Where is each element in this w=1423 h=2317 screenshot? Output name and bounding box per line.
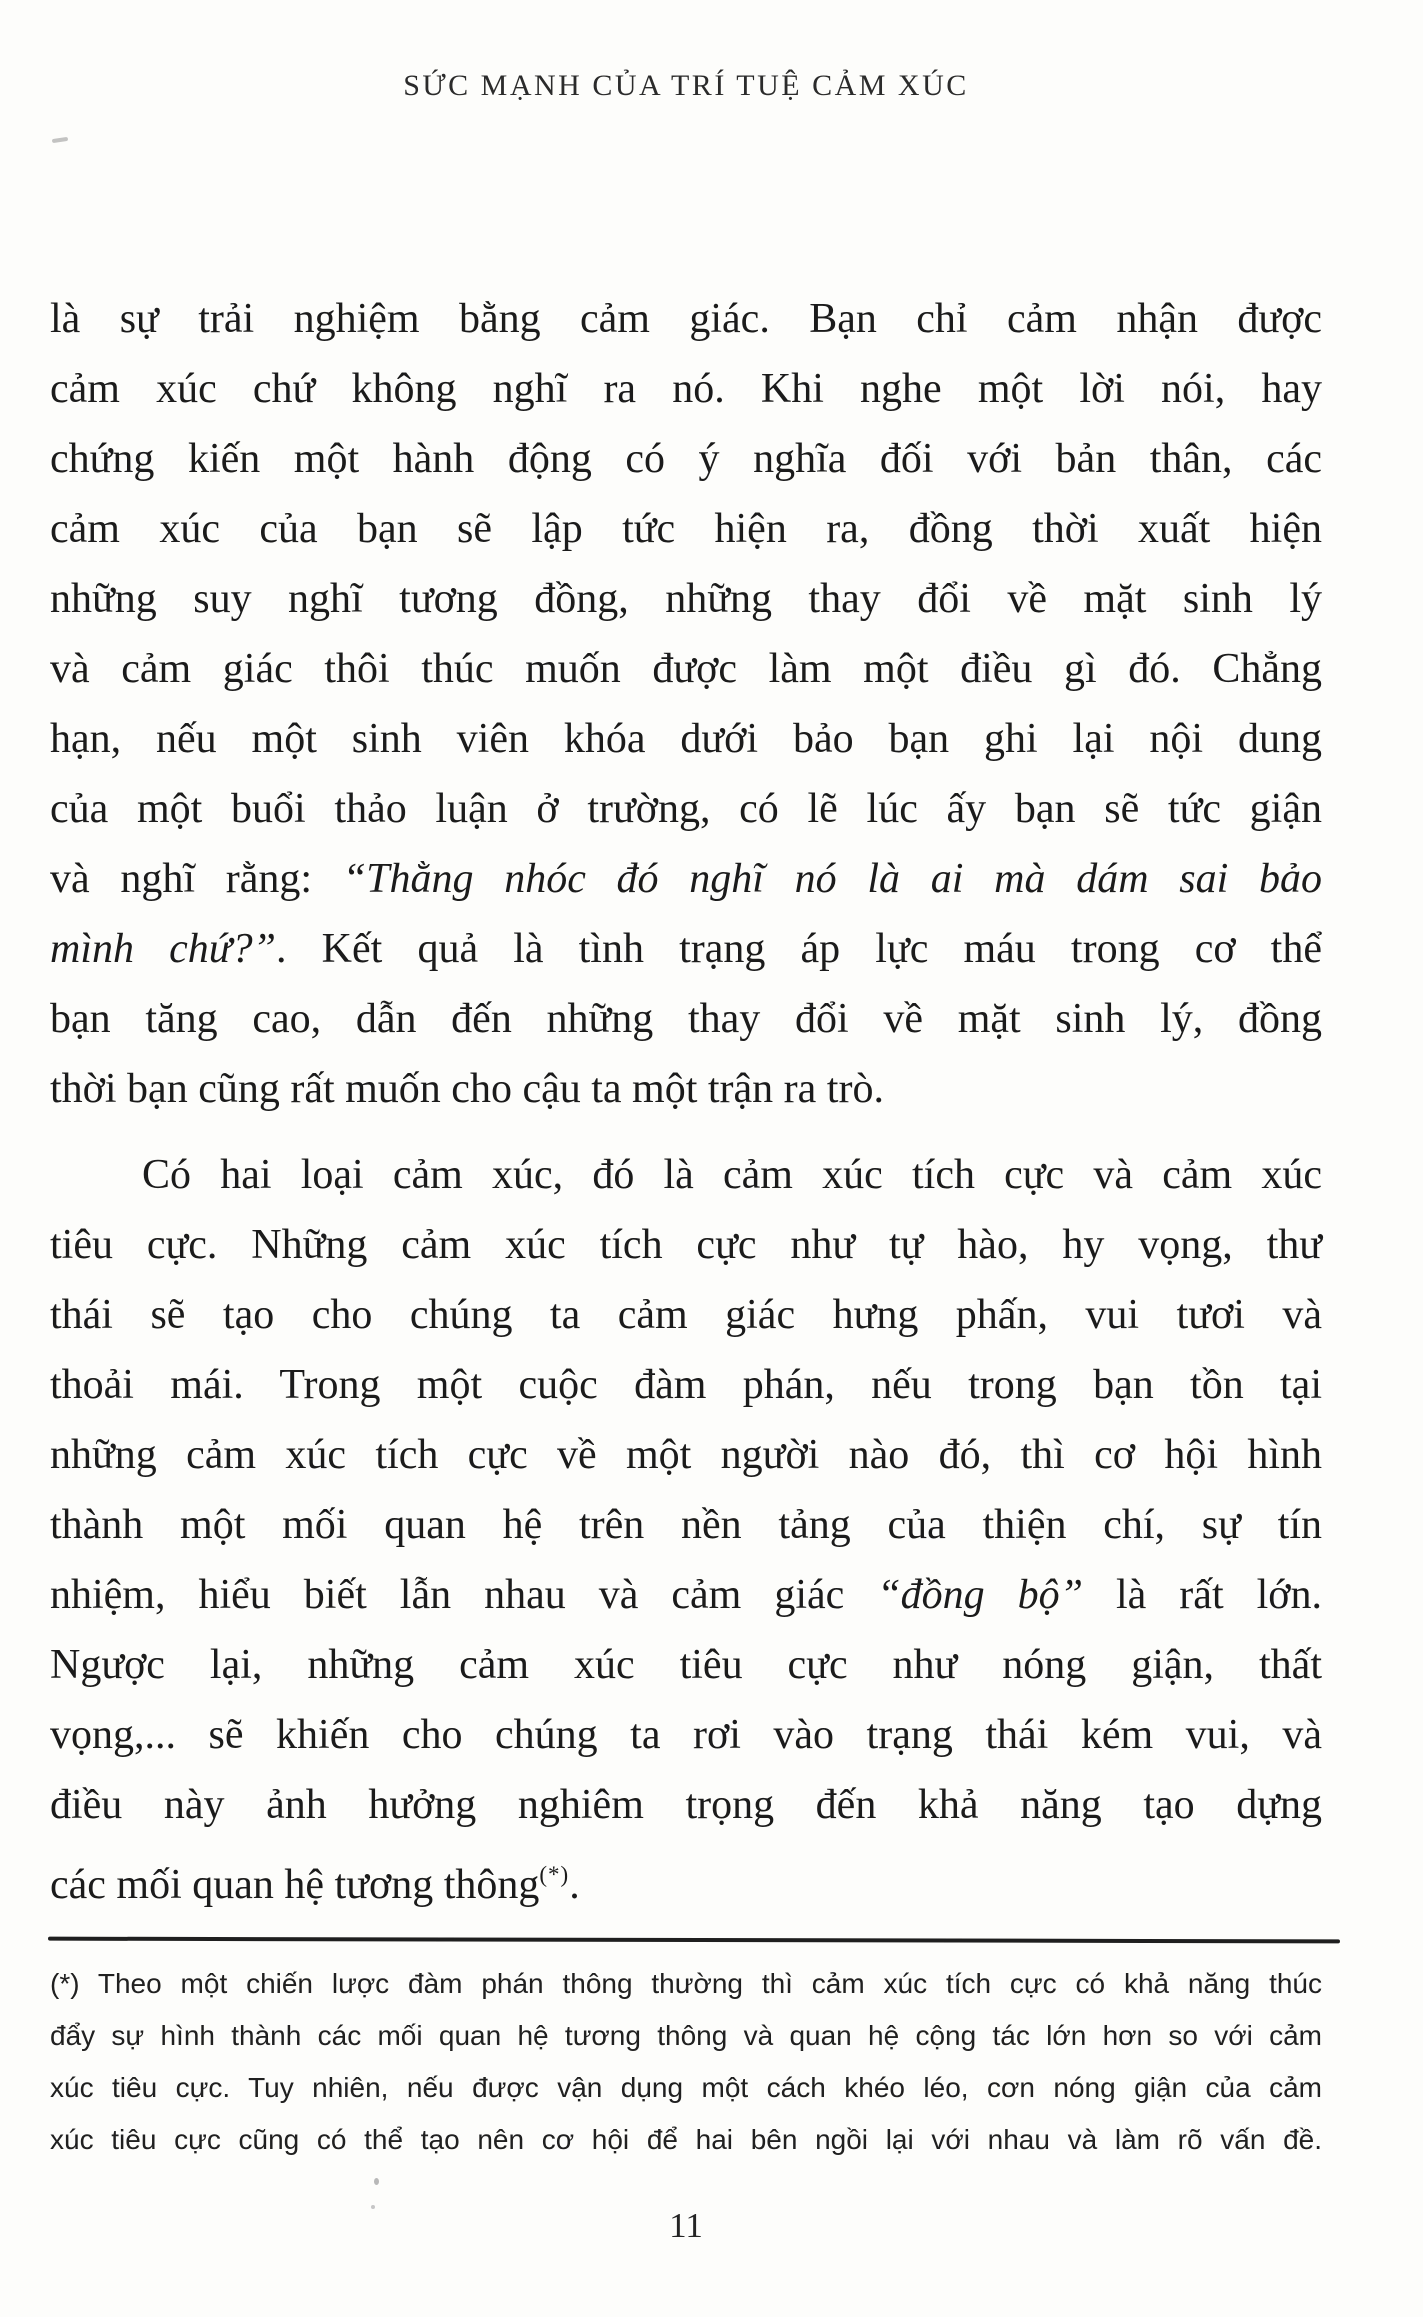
- body-line: của một buổi thảo luận ở trường, có lẽ lúc ấy bạn sẽ tức giận: [50, 786, 1322, 832]
- body-text-segment: là rất lớn.: [1083, 1572, 1322, 1618]
- body-line: và cảm giác thôi thúc muốn được làm một điều gì đó. Chẳng: [50, 646, 1322, 692]
- body-text-segment: . Kết quả là tình trạng áp lực máu trong cơ thể: [276, 926, 1322, 972]
- running-header-title: SỨC MẠNH CỦA TRÍ TUỆ CẢM XÚC: [403, 69, 969, 102]
- body-text-segment: các mối quan hệ tương thông: [50, 1862, 540, 1908]
- scan-dash-artifact: [52, 137, 68, 143]
- footnote-line: xúc tiêu cực. Tuy nhiên, nếu được vận dụng một cách khéo léo, cơn nóng giận của cảm: [50, 2072, 1322, 2103]
- body-line: [50, 1560, 1322, 1630]
- footnote-reference-marker: (*): [539, 1862, 570, 1887]
- footnote-line: đẩy sự hình thành các mối quan hệ tương thông và quan hệ cộng tác lớn hơn so với cảm: [50, 2020, 1322, 2051]
- italic-quote-segment: “Thằng nhóc đó nghĩ nó là ai mà dám sai bảo: [342, 856, 1322, 902]
- paragraph-2: [50, 1140, 1322, 1920]
- body-line: thời bạn cũng rất muốn cho cậu ta một trận ra trò.: [50, 1066, 884, 1112]
- footnote-line: (*) Theo một chiến lược đàm phán thông thường thì cảm xúc tích cực có khả năng thúc: [50, 1968, 1322, 1999]
- body-line: hạn, nếu một sinh viên khóa dưới bảo bạn ghi lại nội dung: [50, 716, 1322, 762]
- body-text-segment: .: [569, 1862, 580, 1908]
- body-line: thành một mối quan hệ trên nền tảng của thiện chí, sự tín: [50, 1502, 1322, 1548]
- body-line: [50, 1840, 1322, 1920]
- paragraph-1: [50, 284, 1322, 1124]
- body-line: vọng,... sẽ khiến cho chúng ta rơi vào trạng thái kém vui, và: [50, 1712, 1322, 1758]
- body-line: là sự trải nghiệm bằng cảm giác. Bạn chỉ cảm nhận được: [50, 296, 1322, 342]
- body-line: [50, 844, 1322, 914]
- italic-quote-segment: mình chứ?”: [50, 926, 277, 972]
- body-text-segment: và nghĩ rằng:: [50, 856, 343, 902]
- body-line: những suy nghĩ tương đồng, những thay đổi về mặt sinh lý: [50, 576, 1322, 622]
- footnote-block: [50, 1958, 1322, 2166]
- body-line: bạn tăng cao, dẫn đến những thay đổi về mặt sinh lý, đồng: [50, 996, 1322, 1042]
- body-line: cảm xúc chứ không nghĩ ra nó. Khi nghe một lời nói, hay: [50, 366, 1322, 412]
- body-line: cảm xúc của bạn sẽ lập tức hiện ra, đồng thời xuất hiện: [50, 506, 1322, 552]
- italic-term-segment: “đồng bộ”: [877, 1572, 1083, 1618]
- body-line: thoải mái. Trong một cuộc đàm phán, nếu trong bạn tồn tại: [50, 1362, 1322, 1408]
- footnote-divider-rule: [48, 1937, 1340, 1944]
- body-line: điều này ảnh hưởng nghiêm trọng đến khả năng tạo dựng: [50, 1782, 1322, 1828]
- body-line: Có hai loại cảm xúc, đó là cảm xúc tích cực và cảm xúc: [142, 1152, 1322, 1198]
- body-line: thái sẽ tạo cho chúng ta cảm giác hưng phấn, vui tươi và: [50, 1292, 1322, 1338]
- page-number: 11: [669, 2206, 703, 2245]
- body-line: những cảm xúc tích cực về một người nào đó, thì cơ hội hình: [50, 1432, 1322, 1478]
- body-text-segment: nhiệm, hiểu biết lẫn nhau và cảm giác: [50, 1572, 878, 1618]
- body-line: [50, 914, 1322, 984]
- body-text-block: [50, 284, 1322, 1920]
- body-line: chứng kiến một hành động có ý nghĩa đối với bản thân, các: [50, 436, 1322, 482]
- body-line: Ngược lại, những cảm xúc tiêu cực như nóng giận, thất: [50, 1642, 1322, 1688]
- footnote-line: xúc tiêu cực cũng có thể tạo nên cơ hội để hai bên ngồi lại với nhau và làm rõ vấn đề.: [50, 2124, 1322, 2155]
- body-line: tiêu cực. Những cảm xúc tích cực như tự hào, hy vọng, thư: [50, 1222, 1322, 1268]
- scan-speck: [374, 2178, 379, 2185]
